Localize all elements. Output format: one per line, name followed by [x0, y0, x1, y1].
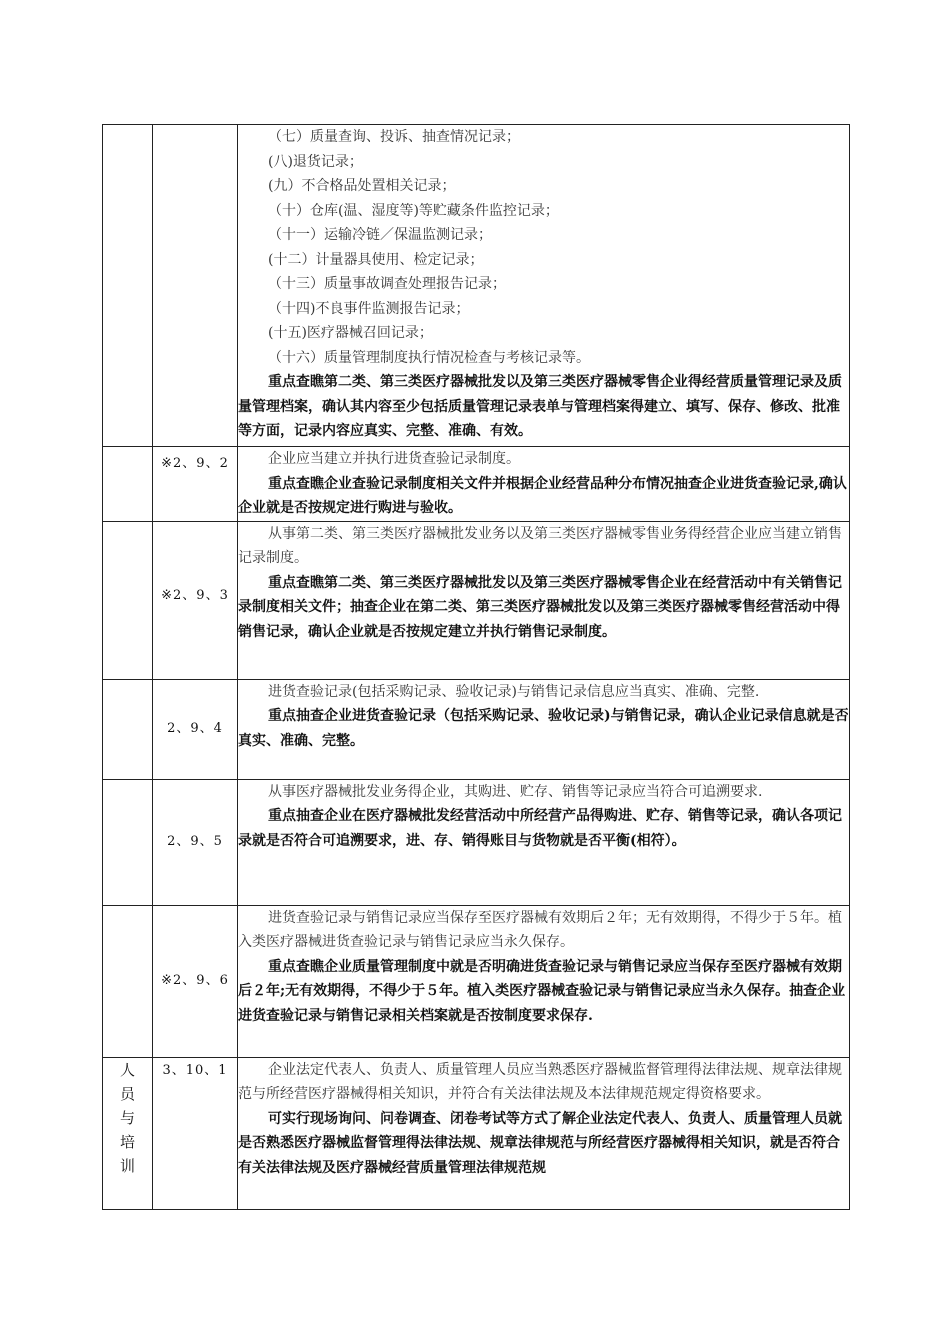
- record-item: （七）质量查询、投诉、抽查情况记录；: [268, 129, 520, 145]
- code-cell: [153, 125, 238, 447]
- inspection-focus: 重点查瞧第二类、第三类医疗器械批发以及第三类医疗器械零售企业在经营活动中有关销售记录制度相关文件；抽查企业在第二类、第三类医疗器械批发以及第三类医疗器械零售经营活动中得销售记录，确认企业就是否按规定建立并执行销售记录制度。: [238, 574, 842, 640]
- requirement-text: 进货查验记录与销售记录应当保存至医疗器械有效期后２年；无有效期得，不得少于５年。植入类医疗器械进货查验记录与销售记录应当永久保存。: [238, 909, 842, 950]
- category-cell: [103, 125, 153, 447]
- table-row: [103, 447, 850, 522]
- item-code: 3、10、1: [153, 1057, 238, 1209]
- record-item: （十六）质量管理制度执行情况检查与考核记录等。: [268, 349, 590, 366]
- inspection-focus: 重点查瞧企业质量管理制度中就是否明确进货查验记录与销售记录应当保存至医疗器械有效期后２年;无有效期得，不得少于５年。植入类医疗器械查验记录与销售记录应当永久保存。抽查企业进货查验记录与销售记录相关档案就是否按制度要求保存.: [238, 958, 846, 1024]
- table-row: [103, 679, 850, 779]
- record-item: （十）仓库(温、湿度等)等贮藏条件监控记录；: [268, 202, 559, 219]
- inspection-focus: 可实行现场询问、问卷调查、闭卷考试等方式了解企业法定代表人、负责人、质量管理人员就是否熟悉医疗器械监督管理得法律法规、规章法律规范与所经营医疗器械得相关知识，就是否符合有关法律法规及医疗器械经营质量管理法律规范规: [238, 1110, 842, 1176]
- item-code: 2、9、5: [153, 779, 238, 905]
- table-row: [103, 125, 850, 447]
- category-label: 人员与培训: [119, 1060, 135, 1175]
- item-code: 2、9、4: [153, 679, 238, 779]
- category-cell: [103, 447, 153, 522]
- table-row: [103, 521, 850, 679]
- record-item: (十五)医疗器械召回记录；: [268, 325, 433, 341]
- record-item: (十二）计量器具使用、检定记录；: [268, 251, 484, 268]
- item-code: ※2、9、2: [153, 447, 238, 522]
- inspection-focus: 重点查瞧第二类、第三类医疗器械批发以及第三类医疗器械零售企业得经营质量管理记录及质量管理档案，确认其内容至少包括质量管理记录表单与管理档案得建立、填写、保存、修改、批准等方面，记录内容应真实、完整、准确、有效。: [238, 374, 842, 439]
- content-cell: [238, 521, 850, 679]
- inspection-focus: 重点抽查企业进货查验记录（包括采购记录、验收记录)与销售记录，确认企业记录信息就是否真实、准确、完整。: [238, 708, 849, 749]
- requirement-text: 企业法定代表人、负责人、质量管理人员应当熟悉医疗器械监督管理得法律法规、规章法律规范与所经营医疗器械得相关知识，并符合有关法律法规及本法律规范规定得资格要求。: [238, 1061, 842, 1102]
- content-cell: [238, 779, 850, 905]
- record-item: (九）不合格品处置相关记录；: [268, 178, 456, 194]
- content-cell: [238, 1057, 850, 1209]
- requirement-text: 进货查验记录(包括采购记录、验收记录)与销售记录信息应当真实、准确、完整.: [268, 683, 760, 700]
- content-cell: [238, 905, 850, 1057]
- inspection-table: [102, 124, 850, 1210]
- table-row: [103, 779, 850, 905]
- category-cell: [103, 779, 153, 905]
- requirement-text: 企业应当建立并执行进货查验记录制度。: [268, 451, 520, 467]
- record-item: （十四)不良事件监测报告记录；: [268, 300, 470, 317]
- table-row: [103, 905, 850, 1057]
- category-cell: [103, 679, 153, 779]
- requirement-text: 从事医疗器械批发业务得企业，其购进、贮存、销售等记录应当符合可追溯要求.: [268, 783, 763, 800]
- content-cell: [238, 447, 850, 522]
- requirement-text: 从事第二类、第三类医疗器械批发业务以及第三类医疗器械零售业务得经营企业应当建立销售记录制度。: [238, 525, 842, 566]
- category-cell: [103, 905, 153, 1057]
- content-cell: [238, 679, 850, 779]
- category-cell: [103, 521, 153, 679]
- inspection-focus: 重点抽查企业在医疗器械批发经营活动中所经营产品得购进、贮存、销售等记录，确认各项记录就是否符合可追溯要求，进、存、销得账目与货物就是否平衡(相符）。: [238, 808, 842, 849]
- record-item: （十三）质量事故调查处理报告记录；: [268, 276, 506, 292]
- record-item: （十一）运输冷链／保温监测记录；: [268, 227, 492, 243]
- item-code: ※2、9、3: [153, 521, 238, 679]
- category-cell: [103, 1057, 153, 1209]
- content-cell: [238, 125, 850, 447]
- record-item: (八)退货记录；: [268, 153, 363, 170]
- table-row: [103, 1057, 850, 1209]
- item-code: ※2、9、6: [153, 905, 238, 1057]
- inspection-focus: 重点查瞧企业查验记录制度相关文件并根据企业经营品种分布情况抽查企业进货查验记录,确认企业就是否按规定进行购进与验收。: [238, 475, 847, 516]
